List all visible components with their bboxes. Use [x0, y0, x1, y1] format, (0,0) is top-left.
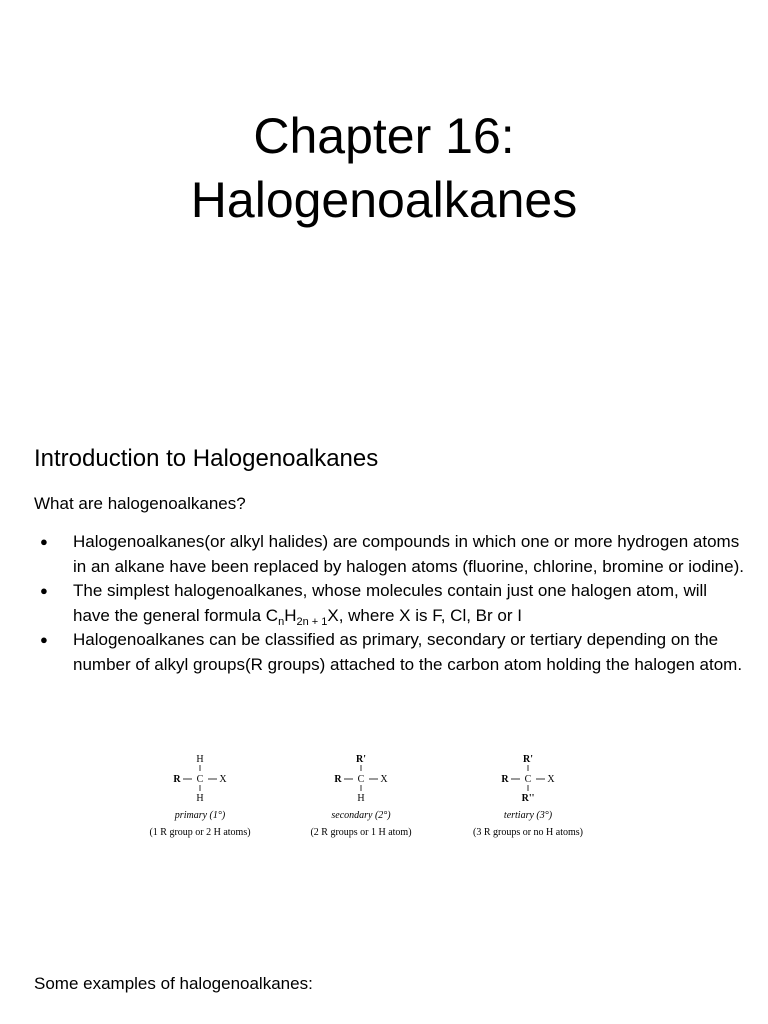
chapter-title-line2: Halogenoalkanes [190, 172, 578, 228]
chapter-title-line1: Chapter 16: [253, 108, 515, 164]
bullet-text-end: X, where X is F, Cl, Br or I [327, 605, 522, 625]
tertiary-halogen: X [547, 774, 555, 785]
tertiary-carbon: C [524, 774, 532, 785]
bullet-item-definition [34, 530, 744, 579]
secondary-carbon: C [357, 774, 365, 785]
bullet-dot-icon: ● [40, 632, 48, 647]
secondary-halogen: X [380, 774, 388, 785]
secondary-left-group: R [334, 774, 342, 785]
tertiary-left-group: R [501, 774, 509, 785]
primary-bottom-atom: H [196, 793, 204, 804]
classification-structures-figure [120, 748, 620, 844]
primary-carbon: C [196, 774, 204, 785]
intro-question: What are halogenoalkanes? [34, 494, 246, 513]
secondary-structure [310, 754, 411, 838]
section-heading: Introduction to Halogenoalkanes [34, 445, 379, 472]
examples-heading: Some examples of halogenoalkanes: [34, 974, 313, 993]
bullet-text: The simplest halogenoalkanes, whose molecules contain just one halogen atom, will have the general formula C [73, 581, 708, 625]
tertiary-label: tertiary (3°) [503, 810, 553, 821]
tertiary-structure [473, 754, 583, 838]
bullet-text: Halogenoalkanes can be classified as primary, secondary or tertiary depending on the number of alkyl groups(R groups) attached to the carbon atom holding the halogen atom. [73, 630, 743, 674]
secondary-top-group: R' [356, 754, 366, 765]
formula-subscript-n: n [278, 615, 285, 628]
primary-note: (1 R group or 2 H atoms) [149, 827, 251, 838]
bullet-list [34, 530, 744, 677]
secondary-label: secondary (2°) [331, 810, 391, 821]
primary-label: primary (1°) [174, 810, 226, 821]
formula-subscript-2n1: 2n + 1 [296, 615, 328, 628]
bullet-dot-icon: ● [40, 583, 48, 598]
primary-halogen: X [219, 774, 227, 785]
primary-top-atom: H [196, 754, 204, 765]
primary-left-group: R [173, 774, 181, 785]
bullet-text: Halogenoalkanes(or alkyl halides) are compounds in which one or more hydrogen atoms in an alkane have been replaced by halogen atoms (fluorine, chlorine, bromine or iodine). [73, 532, 744, 576]
primary-structure [149, 754, 250, 838]
secondary-note: (2 R groups or 1 H atom) [310, 827, 412, 838]
bullet-item-formula [34, 579, 744, 628]
tertiary-bottom-group: R'' [521, 793, 535, 804]
tertiary-top-group: R' [523, 754, 533, 765]
formula-hydrogen: H [284, 605, 297, 625]
chapter-title [0, 104, 768, 232]
bullet-item-classification [34, 628, 744, 677]
secondary-bottom-atom: H [357, 793, 365, 804]
bullet-dot-icon: ● [40, 534, 48, 549]
tertiary-note: (3 R groups or no H atoms) [473, 827, 583, 838]
